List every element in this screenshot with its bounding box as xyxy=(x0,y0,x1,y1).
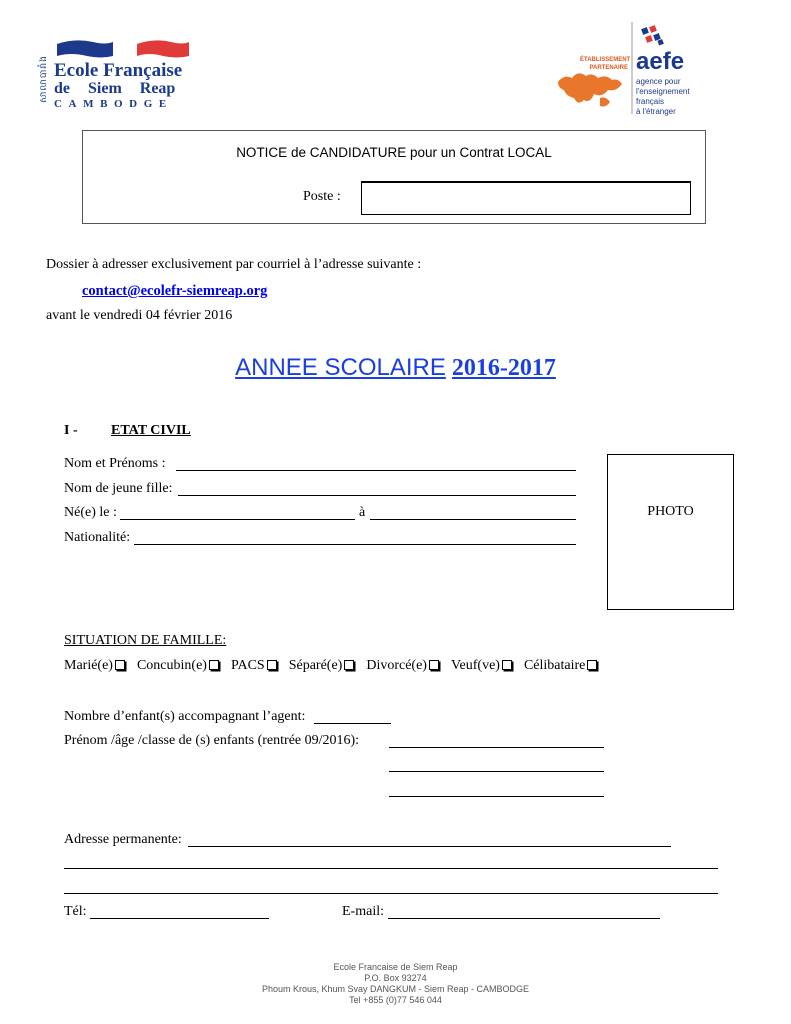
section-number: I - xyxy=(64,423,78,438)
status-label: Concubin(e) xyxy=(136,658,207,673)
photo-box[interactable] xyxy=(607,454,734,610)
status-marie[interactable] xyxy=(64,658,125,674)
nationalite-field[interactable] xyxy=(134,544,576,545)
school-year-heading xyxy=(0,354,791,382)
tel-label: Tél: xyxy=(64,904,87,919)
checkbox-icon[interactable] xyxy=(115,660,125,670)
photo-label: PHOTO xyxy=(647,504,694,519)
status-celibataire[interactable] xyxy=(524,658,597,674)
status-concubin[interactable] xyxy=(137,658,219,674)
section-title: ETAT CIVIL xyxy=(111,423,191,438)
status-divorce[interactable] xyxy=(366,658,439,674)
notice-box xyxy=(82,130,706,224)
email-field[interactable] xyxy=(388,918,660,919)
checkbox-icon[interactable] xyxy=(429,660,439,670)
aefe-logo xyxy=(556,22,716,114)
status-pacs[interactable] xyxy=(231,658,277,674)
checkbox-icon[interactable] xyxy=(209,660,219,670)
aefe-subtitle: agence pour l'enseignement français à l'étranger xyxy=(636,77,690,116)
family-status-options xyxy=(64,658,597,674)
footer-line-4: Tel +855 (0)77 546 044 xyxy=(349,995,442,1005)
status-separe[interactable] xyxy=(289,658,355,674)
enfant-1-field[interactable] xyxy=(389,747,604,748)
date-naissance-field[interactable] xyxy=(120,519,355,520)
enfant-2-field[interactable] xyxy=(389,771,604,772)
nom-prenoms-field[interactable] xyxy=(176,470,576,471)
poste-input[interactable] xyxy=(361,181,691,215)
deadline-text: avant le vendredi 04 février 2016 xyxy=(46,308,233,323)
nombre-enfants-field[interactable] xyxy=(314,723,391,724)
nom-jeune-fille-field[interactable] xyxy=(178,495,576,496)
aefe-flag-icon xyxy=(640,24,670,50)
logo-line-3: CAMBODGE xyxy=(54,98,173,110)
poste-label: Poste : xyxy=(303,189,341,204)
status-veuf[interactable] xyxy=(451,658,512,674)
ne-le-label: Né(e) le : xyxy=(64,505,117,520)
checkbox-icon[interactable] xyxy=(267,660,277,670)
status-label: Célibataire xyxy=(523,658,586,673)
school-logo xyxy=(36,38,183,118)
nombre-enfants-label: Nombre d’enfant(s) accompagnant l’agent: xyxy=(64,709,306,724)
nationalite-label: Nationalité: xyxy=(64,530,131,545)
school-year-value: 2016-2017 xyxy=(451,355,556,381)
enfants-details-label: Prénom /âge /classe de (s) enfants (rentrée 09/2016): xyxy=(64,733,360,748)
logo-khmer-text: សាលាបារាំង xyxy=(38,55,48,103)
famille-title: SITUATION DE FAMILLE: xyxy=(64,633,227,648)
checkbox-icon[interactable] xyxy=(502,660,512,670)
enfant-3-field[interactable] xyxy=(389,796,604,797)
school-year-label: ANNEE SCOLAIRE xyxy=(235,354,446,381)
nom-jeune-fille-label: Nom de jeune fille: xyxy=(64,481,173,496)
checkbox-icon[interactable] xyxy=(344,660,354,670)
status-label: Veuf(ve) xyxy=(450,658,500,673)
dossier-instructions: Dossier à adresser exclusivement par courriel à l’adresse suivante : xyxy=(46,257,422,272)
status-label: Séparé(e) xyxy=(288,658,343,673)
nom-prenoms-label: Nom et Prénoms : xyxy=(64,456,166,471)
email-label: E-mail: xyxy=(342,904,384,919)
notice-title: NOTICE de CANDIDATURE pour un Contrat LOCAL xyxy=(236,145,552,160)
status-label: Marié(e) xyxy=(64,658,113,673)
tel-field[interactable] xyxy=(90,918,269,919)
adresse-field-1[interactable] xyxy=(188,846,671,847)
footer-line-3: Phoum Krous, Khum Svay DANGKUM - Siem Reap - CAMBODGE xyxy=(261,984,530,994)
footer-line-2: P.O. Box 93274 xyxy=(364,973,427,983)
footer xyxy=(0,962,791,1006)
footer-line-1: Ecole Francaise de Siem Reap xyxy=(333,962,458,972)
status-label: Divorcé(e) xyxy=(366,658,427,673)
partner-badge: ÉTABLISSEMENT PARTENAIRE xyxy=(580,57,631,71)
contact-email-link[interactable]: contact@ecolefr-siemreap.org xyxy=(82,283,268,299)
lieu-a-label: à xyxy=(359,505,366,520)
checkbox-icon[interactable] xyxy=(587,660,597,670)
flag-logo-icon xyxy=(53,38,193,60)
logo-line-2: de Siem Reap xyxy=(54,80,176,97)
adresse-field-2[interactable] xyxy=(64,868,718,869)
aefe-name: aefe xyxy=(636,48,685,75)
lieu-naissance-field[interactable] xyxy=(370,519,576,520)
adresse-field-3[interactable] xyxy=(64,893,718,894)
logo-line-1: Ecole Française xyxy=(54,60,183,81)
adresse-label: Adresse permanente: xyxy=(64,832,182,847)
status-label: PACS xyxy=(230,658,265,673)
